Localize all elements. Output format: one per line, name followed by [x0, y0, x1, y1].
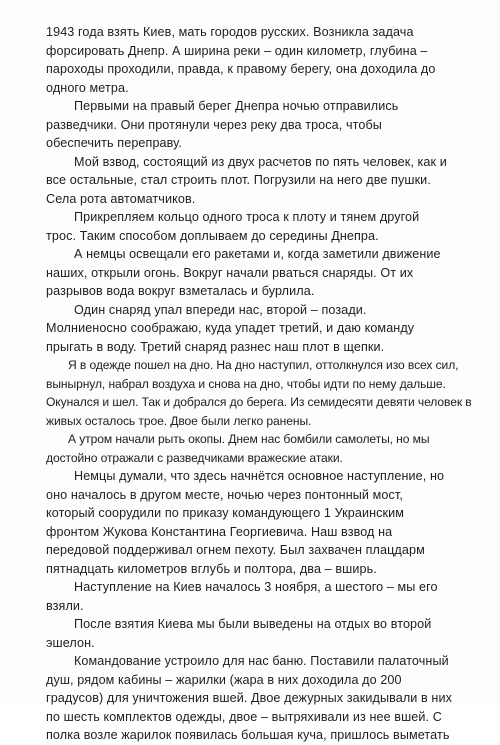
text-line: полка возле жарилок появилась большая куча, пришлось выметать	[46, 728, 450, 742]
text-line: Немцы думали, что здесь начнётся основное наступление, но	[74, 469, 445, 483]
text-line: Наступление на Киев началось 3 ноября, а шестого – мы его	[74, 580, 438, 594]
text-line: форсировать Днепр. А ширина реки – один километр, глубина –	[46, 43, 428, 58]
document-body	[46, 23, 478, 745]
text-line: разведчики. Они протянули через реку два троса, чтобы	[46, 117, 382, 132]
text-line: по шесть комплектов одежды, двое – вытряхивали из нее вшей. С	[46, 709, 442, 724]
text-line: живых осталось трое. Двое были легко ранены.	[46, 413, 312, 428]
text-line: обеспечить переправу.	[46, 136, 182, 150]
text-line: пароходы проходили, правда, к правому берегу, она доходила до	[46, 62, 436, 76]
text-line: одного метра.	[46, 80, 129, 95]
text-line: Молниеносно соображаю, куда упадет третий, и даю команду	[46, 321, 415, 335]
text-line: эшелон.	[46, 635, 95, 650]
text-line: А утром начали рыть окопы. Днем нас бомбили самолеты, но мы	[68, 432, 430, 446]
text-line: взяли.	[46, 598, 84, 613]
text-line: душ, рядом кабины – жарилки (жара в них доходила до 200	[46, 672, 402, 687]
text-line: пятнадцать километров вглубь и полтора, два – вширь.	[46, 561, 377, 576]
text-line: Села рота автоматчиков.	[46, 191, 196, 206]
text-line: А немцы освещали его ракетами и, когда заметили движение	[74, 247, 441, 261]
text-line: достойно отражали с разведчиками вражеские атаки.	[46, 450, 343, 465]
text-line: трос. Таким способом доплываем до середины Днепра.	[46, 228, 379, 243]
text-line: Окунался и шел. Так и добрался до берега. Из семидесяти девяти человек в	[46, 395, 472, 409]
text-line: После взятия Киева мы были выведены на отдых во второй	[74, 617, 432, 631]
text-line: Прикрепляем кольцо одного троса к плоту и тянем другой	[74, 210, 420, 224]
text-line: 1943 года взять Киев, мать городов русских. Возникла задача	[46, 25, 414, 39]
text-line: оно началось в другом месте, ночью через понтонный мост,	[46, 487, 403, 502]
text-line: все остальные, стал строить плот. Погрузили на него две пушки.	[46, 173, 431, 187]
text-line: фронтом Жукова Константина Георгиевича. Наш взвод на	[46, 524, 393, 539]
text-line: Командование устроило для нас баню. Поставили палаточный	[74, 654, 449, 668]
text-line: Мой взвод, состоящий из двух расчетов по пять человек, как и	[74, 154, 447, 169]
text-line: который соорудили по приказу командующего 1 Украинским	[46, 506, 405, 520]
text-line: Один снаряд упал впереди нас, второй – позади.	[74, 302, 367, 317]
text-line: прыгать в воду. Третий снаряд разнес наш плот в щепки.	[46, 339, 385, 354]
text-line: разрывов вода вокруг взметалась и бурлила.	[46, 284, 315, 298]
text-line: вынырнул, набрал воздуха и снова на дно, чтобы идти по нему дальше.	[46, 376, 446, 391]
text-line: наших, открыли огонь. Вокруг начали рваться снаряды. От их	[46, 265, 414, 280]
text-line: Первыми на правый берег Днепра ночью отправились	[74, 99, 399, 113]
text-line: градусов) для уничтожения вшей. Двое дежурных закидывали в них	[46, 691, 453, 705]
text-line: передовой поддерживал огнем пехоту. Был захвачен плацдарм	[46, 543, 425, 557]
text-line: Я в одежде пошел на дно. На дно наступил, оттолкнулся изо всех сил,	[68, 358, 459, 372]
